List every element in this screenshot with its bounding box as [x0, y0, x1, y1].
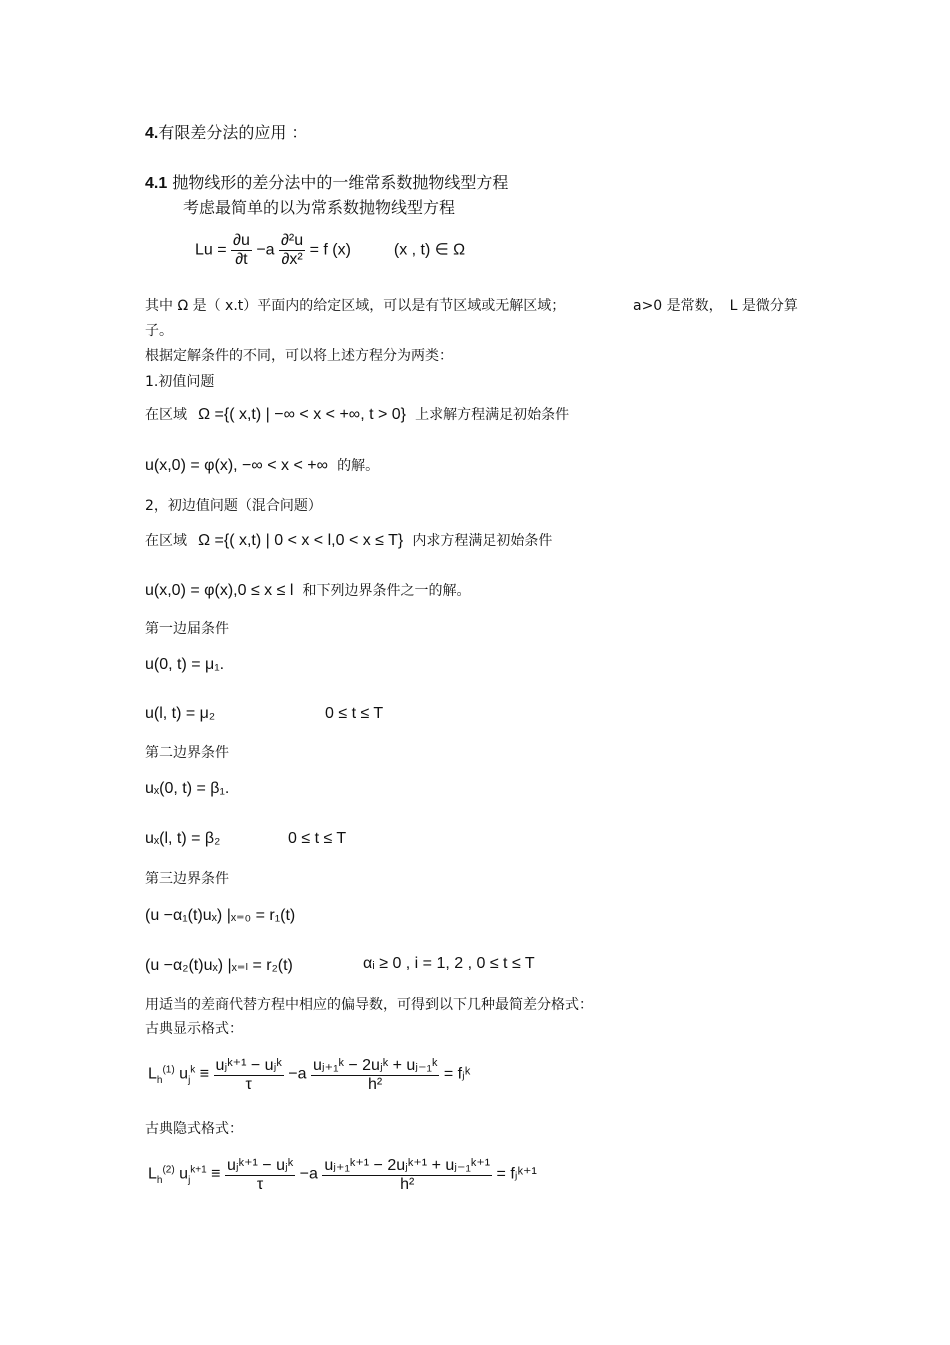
bc3-heading: 第三边界条件 — [145, 871, 229, 887]
case1-region-line: 在区域 Ω ={( x,t) | −∞ < x < +∞, t > 0} 上求解方程满足初始条件 — [145, 406, 570, 423]
bc3-eq1: (u −α₁(t)uₓ) |ₓ₌₀ = r₁(t) — [145, 907, 296, 924]
eq-lhs: Lu = — [195, 241, 227, 259]
para-classification: 根据定解条件的不同，可以将上述方程分为两类： — [145, 348, 453, 364]
case2-heading: 2，初边值问题（混合问题） — [145, 498, 322, 514]
bc3-condition: αᵢ ≥ 0 , i = 1, 2 , 0 ≤ t ≤ T — [363, 955, 535, 972]
case2-region-formula: Ω ={( x,t) | 0 < x < l,0 < x ≤ T} — [198, 532, 404, 549]
bc2-eq1: uₓ(0, t) = β₁. — [145, 780, 230, 797]
para-schemes: 用适当的差商代替方程中相应的偏导数，可得到以下几种最简差分格式： — [145, 997, 593, 1013]
main-equation — [195, 232, 465, 269]
section-heading — [145, 120, 307, 143]
implicit-space-difference: $\frac{\text{uⱼ₊₁ᵏ⁺¹ − 2uⱼᵏ⁺¹ + uⱼ₋₁ᵏ⁺¹}}{\text{h²}}$ — [324, 1157, 491, 1193]
case1-initial-line: u(x,0) = φ(x), −∞ < x < +∞ 的解。 — [145, 457, 380, 474]
eq-domain: (x , t) ∈ Ω — [393, 241, 466, 259]
case2-initial-formula: u(x,0) = φ(x),0 ≤ x ≤ l — [145, 582, 294, 599]
eq-rhs: = f (x) — [309, 241, 351, 259]
bc2-eq2: uₓ(l, t) = β₂ — [145, 830, 221, 847]
eq-minus-a: −a — [256, 241, 275, 259]
bc1-range: 0 ≤ t ≤ T — [325, 705, 384, 722]
para-definition-b: a>0 是常数， L 是微分算 — [633, 298, 798, 314]
case1-region-formula: Ω ={( x,t) | −∞ < x < +∞, t > 0} — [198, 406, 407, 423]
bc3-eq2: (u −α₂(t)uₓ) |ₓ₌ₗ = r₂(t) — [145, 957, 293, 974]
bc1-eq1: u(0, t) = μ₁. — [145, 656, 225, 673]
subsection-title: 抛物线形的差分法中的一维常系数抛物线型方程 — [167, 173, 509, 192]
subsection-number: 4.1 — [145, 175, 168, 192]
explicit-space-difference: $\frac{\text{uⱼ₊₁ᵏ − 2uⱼᵏ + uⱼ₋₁ᵏ}}{\text{h²}}$ — [312, 1057, 438, 1093]
intro-line: 考虑最简单的以为常系数抛物线型方程 — [183, 198, 456, 217]
section-title: 有限差分法的应用 ： — [158, 123, 308, 142]
bc2-heading: 第二边界条件 — [145, 745, 229, 761]
implicit-scheme-formula: $L_h^{(2)}$ $u_j^{k+1}$ ≡ $\frac{\text{uⱼᵏ⁺¹ − uⱼᵏ}}{\tau}$ −a $\frac{\text{uⱼ₊₁ᵏ⁺¹ − 2uⱼᵏ⁺¹ + uⱼ₋₁ᵏ⁺¹}}{\text{h²}}$ = fⱼᵏ⁺¹ — [148, 1157, 537, 1193]
case2-initial-line: u(x,0) = φ(x),0 ≤ x ≤ l 和下列边界条件之一的解。 — [145, 582, 471, 599]
space-derivative: $\frac{\text{∂²u}}{\text{∂x²}}$ — [281, 232, 304, 268]
time-derivative: $\frac{\partial u}{\partial t}$ — [233, 232, 250, 268]
bc1-eq2: u(l, t) = μ₂ — [145, 705, 216, 722]
section-number: 4. — [145, 125, 159, 142]
case1-initial-formula: u(x,0) = φ(x), −∞ < x < +∞ — [145, 457, 329, 474]
para-definition-a: 其中 Ω 是（ x.t）平面内的给定区域，可以是有节区域或无解区域； — [145, 298, 566, 314]
bc2-range: 0 ≤ t ≤ T — [288, 830, 347, 847]
implicit-time-difference: $\frac{\text{uⱼᵏ⁺¹ − uⱼᵏ}}{\tau}$ — [226, 1157, 294, 1193]
implicit-heading: 古典隐式格式： — [145, 1121, 243, 1137]
explicit-scheme-formula: $L_h^{(1)}$ $u_j^k$ ≡ $\frac{\text{uⱼᵏ⁺¹ − uⱼᵏ}}{\tau}$ −a $\frac{\text{uⱼ₊₁ᵏ − 2uⱼᵏ + uⱼ₋₁ᵏ}}{\text{h²}}$ = fⱼᵏ — [148, 1057, 471, 1093]
case1-heading: 1.初值问题 — [145, 374, 215, 390]
bc1-heading: 第一边届条件 — [145, 621, 229, 637]
explicit-time-difference: $\frac{\text{uⱼᵏ⁺¹ − uⱼᵏ}}{\tau}$ — [215, 1057, 282, 1093]
subsection-heading — [145, 170, 508, 193]
explicit-heading: 古典显示格式： — [145, 1021, 243, 1037]
case2-region-line: 在区域 Ω ={( x,t) | 0 < x < l,0 < x ≤ T} 内求方程满足初始条件 — [145, 532, 553, 549]
para-definition-c: 子。 — [145, 323, 173, 339]
